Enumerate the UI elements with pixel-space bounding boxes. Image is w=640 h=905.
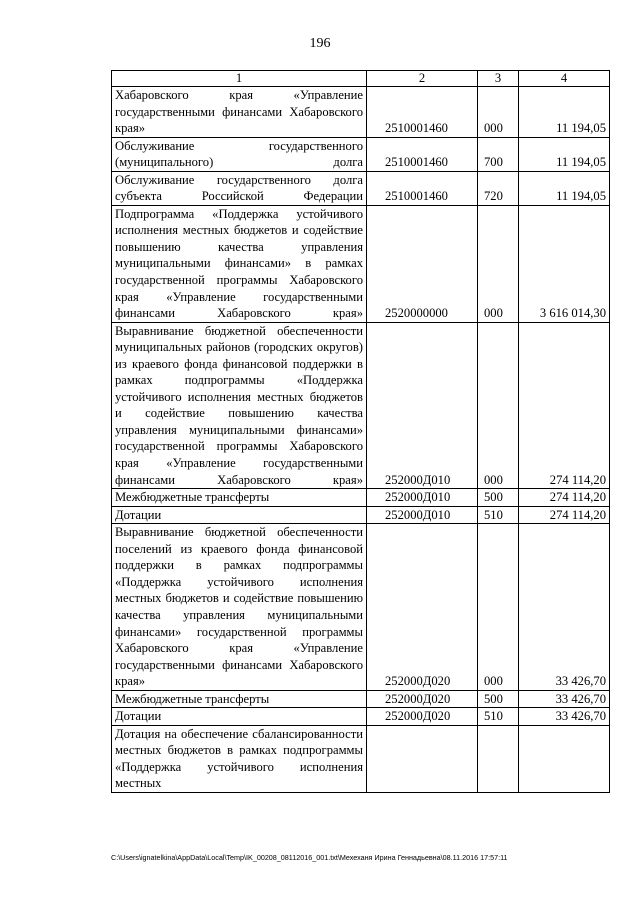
row-code: 2510001460 bbox=[367, 171, 478, 205]
row-code: 2510001460 bbox=[367, 87, 478, 138]
row-name: Обслуживание государственного долга субъекта Российской Федерации bbox=[112, 171, 367, 205]
table-row bbox=[112, 322, 610, 488]
row-name: Подпрограмма «Поддержка устойчивого исполнения местных бюджетов и содействие повышению качества управления муниципальными финансами» в рамках государственной программы Хабаровского края «Управление государственными финансами Хабаровского края» bbox=[112, 205, 367, 322]
row-type: 700 bbox=[478, 137, 519, 171]
row-name: Обслуживание государственного (муниципального) долга bbox=[112, 137, 367, 171]
row-amount: 33 426,70 bbox=[519, 524, 610, 690]
row-amount: 33 426,70 bbox=[519, 690, 610, 708]
column-header: 4 bbox=[519, 71, 610, 87]
footer-file-path: C:\Users\ignatelkina\AppData\Local\Temp\IK_00208_08112016_001.txt\Мехеханя Ирина Геннадьевна\08.11.2016 17:57:11 bbox=[111, 853, 508, 862]
row-amount: 274 114,20 bbox=[519, 322, 610, 488]
row-type: 000 bbox=[478, 87, 519, 138]
table-row bbox=[112, 205, 610, 322]
row-name: Выравнивание бюджетной обеспеченности муниципальных районов (городских округов) из краевого фонда финансовой поддержки в рамках подпрограммы «Поддержка устойчивого исполнения местных бюджетов и содействие повышению качества управления муниципальными финансами» государственной программы Хабаровского края «Управление государственными финансами Хабаровского края» bbox=[112, 322, 367, 488]
row-type: 510 bbox=[478, 506, 519, 524]
row-amount: 274 114,20 bbox=[519, 489, 610, 507]
row-type: 720 bbox=[478, 171, 519, 205]
column-header: 3 bbox=[478, 71, 519, 87]
table-row bbox=[112, 725, 610, 792]
table-row bbox=[112, 171, 610, 205]
table-row bbox=[112, 137, 610, 171]
table-row bbox=[112, 506, 610, 524]
table-row bbox=[112, 87, 610, 138]
table-row bbox=[112, 690, 610, 708]
row-code: 252000Д020 bbox=[367, 690, 478, 708]
table-row bbox=[112, 524, 610, 690]
row-amount: 11 194,05 bbox=[519, 87, 610, 138]
row-code: 2510001460 bbox=[367, 137, 478, 171]
row-type: 000 bbox=[478, 322, 519, 488]
row-type: 510 bbox=[478, 708, 519, 726]
row-type bbox=[478, 725, 519, 792]
column-header: 1 bbox=[112, 71, 367, 87]
row-name: Дотации bbox=[112, 708, 367, 726]
row-type: 500 bbox=[478, 489, 519, 507]
row-name: Хабаровского края «Управление государственными финансами Хабаровского края» bbox=[112, 87, 367, 138]
row-code: 252000Д010 bbox=[367, 489, 478, 507]
row-code: 252000Д020 bbox=[367, 524, 478, 690]
row-code bbox=[367, 725, 478, 792]
row-amount: 33 426,70 bbox=[519, 708, 610, 726]
row-amount: 11 194,05 bbox=[519, 137, 610, 171]
row-amount bbox=[519, 725, 610, 792]
row-type: 000 bbox=[478, 524, 519, 690]
table-row bbox=[112, 708, 610, 726]
table-header-row bbox=[112, 71, 610, 87]
page-number: 196 bbox=[309, 36, 331, 51]
row-code: 252000Д020 bbox=[367, 708, 478, 726]
row-code: 2520000000 bbox=[367, 205, 478, 322]
row-name: Межбюджетные трансферты bbox=[112, 690, 367, 708]
row-name: Выравнивание бюджетной обеспеченности поселений из краевого фонда финансовой поддержки в рамках подпрограммы «Поддержка устойчивого исполнения местных бюджетов и содействие повышению качества управления муниципальными финансами» государственной программы Хабаровского края «Управление государственными финансами Хабаровского края» bbox=[112, 524, 367, 690]
column-header: 2 bbox=[367, 71, 478, 87]
row-amount: 274 114,20 bbox=[519, 506, 610, 524]
row-name: Межбюджетные трансферты bbox=[112, 489, 367, 507]
row-name: Дотации bbox=[112, 506, 367, 524]
row-code: 252000Д010 bbox=[367, 506, 478, 524]
row-name: Дотация на обеспечение сбалансированности местных бюджетов в рамках подпрограммы «Поддержка устойчивого исполнения местных bbox=[112, 725, 367, 792]
row-amount: 3 616 014,30 bbox=[519, 205, 610, 322]
row-amount: 11 194,05 bbox=[519, 171, 610, 205]
budget-table bbox=[111, 70, 610, 793]
row-type: 000 bbox=[478, 205, 519, 322]
row-type: 500 bbox=[478, 690, 519, 708]
table-row bbox=[112, 489, 610, 507]
row-code: 252000Д010 bbox=[367, 322, 478, 488]
